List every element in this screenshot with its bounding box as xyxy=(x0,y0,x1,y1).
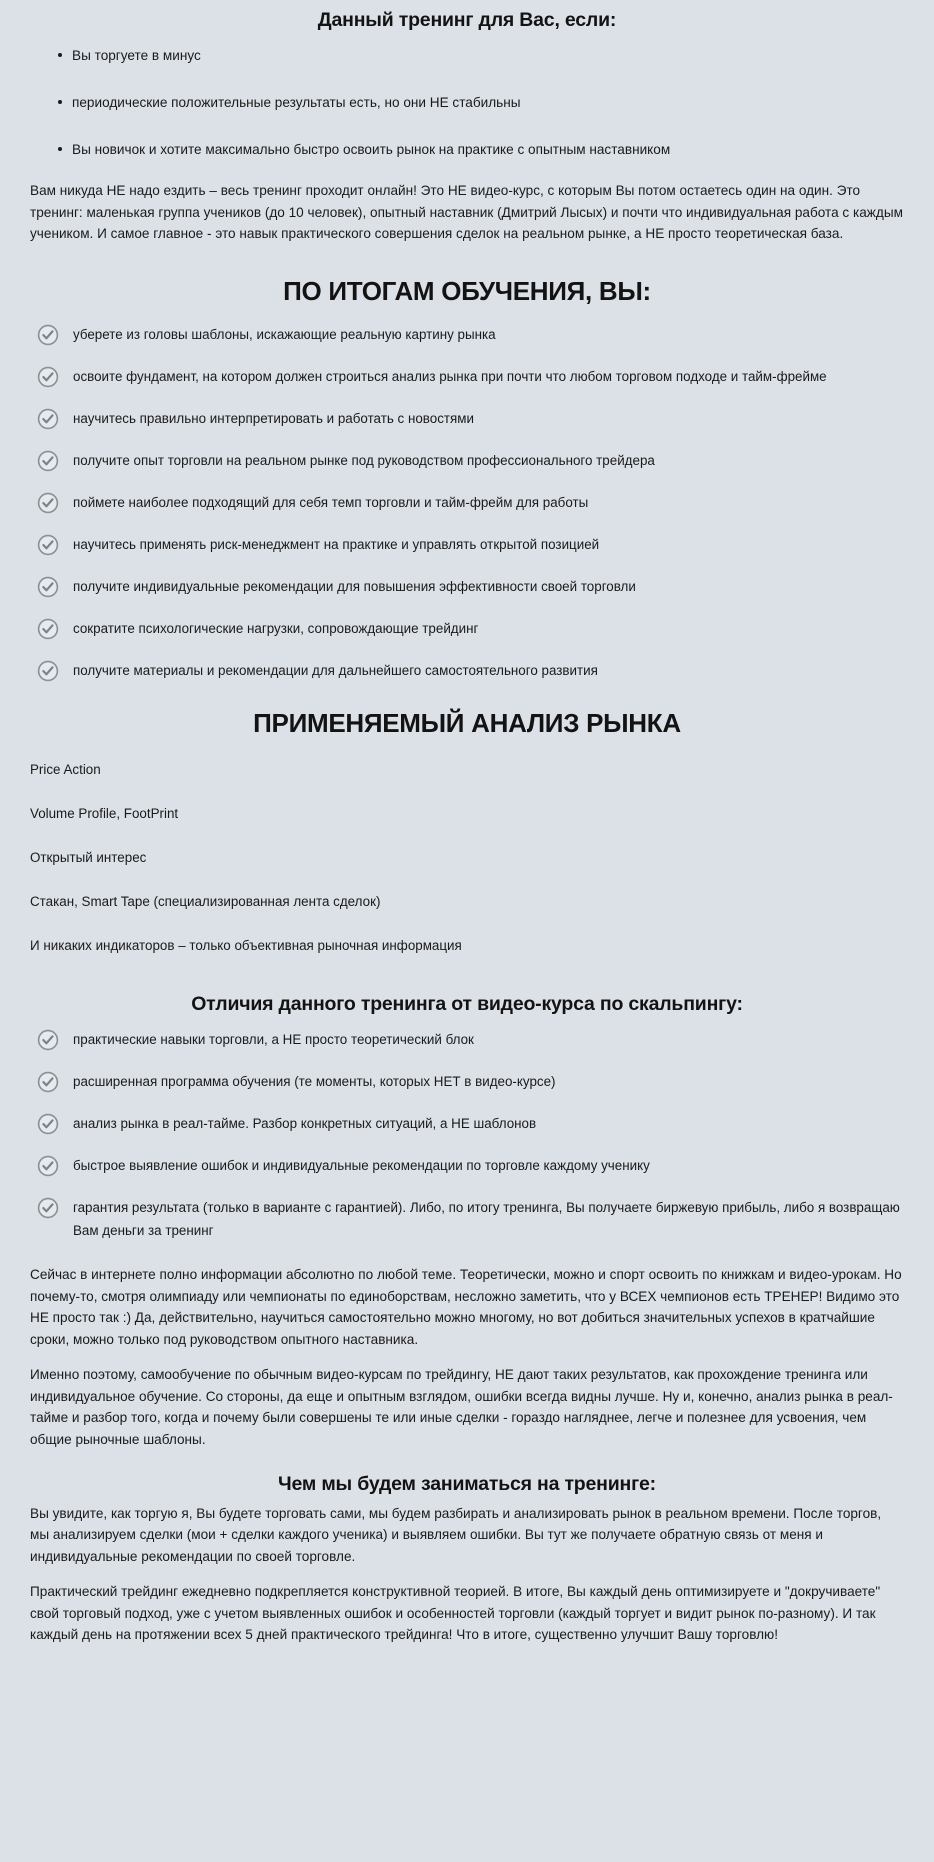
list-item xyxy=(30,93,904,113)
list-item-label: анализ рынка в реал-тайме. Разбор конкретных ситуаций, а НЕ шаблонов xyxy=(73,1116,537,1132)
list-item-label: сократите психологические нагрузки, сопровождающие трейдинг xyxy=(73,621,479,637)
intro-paragraph: Вам никуда НЕ надо ездить – весь тренинг проходит онлайн! Это НЕ видео-курс, с которым Вы потом остаетесь один на один. Это тренинг: маленькая группа учеников (до 10 человек), опытный наставник (Дмитрий Лысых) и почти что индивидуальная работа с каждым учеником. И самое главное - это навык практического совершения сделок на реальном рынке, а НЕ просто теоретическая база. xyxy=(30,183,903,242)
list-item: Открытый интерес xyxy=(30,849,147,865)
check-circle-icon xyxy=(37,408,59,430)
check-circle-icon xyxy=(37,1155,59,1177)
check-circle-icon xyxy=(37,366,59,388)
results-heading: ПО ИТОГАМ ОБУЧЕНИЯ, ВЫ: xyxy=(283,275,651,306)
list-item-label: уберете из головы шаблоны, искажающие реальную картину рынка xyxy=(73,327,496,343)
list-item: Volume Profile, FootPrint xyxy=(30,805,179,821)
check-circle-icon xyxy=(37,324,59,346)
list-item xyxy=(30,1112,904,1136)
list-item-label: научитесь правильно интерпретировать и работать с новостями xyxy=(73,411,474,427)
check-circle-icon xyxy=(37,492,59,514)
list-item xyxy=(30,659,904,683)
list-item xyxy=(30,323,904,347)
list-item xyxy=(30,365,904,389)
differences-check-list xyxy=(30,1028,904,1242)
list-item xyxy=(30,1028,904,1052)
list-item-label: поймете наиболее подходящий для себя темп торговли и тайм-фрейм для работы xyxy=(73,495,589,511)
bullet-dot-icon xyxy=(58,147,62,151)
list-item xyxy=(30,1196,904,1242)
check-circle-icon xyxy=(37,618,59,640)
check-circle-icon xyxy=(37,1113,59,1135)
check-circle-icon xyxy=(37,1197,59,1219)
list-item xyxy=(30,407,904,431)
bullet-dot-icon xyxy=(58,53,62,57)
list-item-label: периодические положительные результаты есть, но они НЕ стабильны xyxy=(72,95,521,111)
list-item xyxy=(30,575,904,599)
list-item: Price Action xyxy=(30,761,101,777)
analysis-list xyxy=(30,760,904,956)
results-check-list xyxy=(30,323,904,683)
check-circle-icon xyxy=(37,534,59,556)
list-item-label: Вы торгуете в минус xyxy=(72,48,201,64)
list-item xyxy=(30,46,904,66)
list-item: И никаких индикаторов – только объективная рыночная информация xyxy=(30,937,462,953)
list-item xyxy=(30,533,904,557)
mentor-paragraph-1: Сейчас в интернете полно информации абсолютно по любой теме. Теоретически, можно и спорт освоить по книжкам и видео-урокам. Но почему-то, смотря олимпиаду или чемпионаты по единоборствам, несложно заметить, что у ВСЕХ чемпионов есть ТРЕНЕР! Видимо это НЕ просто так :) Да, действительно, научиться самостоятельно можно многому, но вот добиться значительных успехов в кратчайшие сроки, можно только под руководством опытного наставника. xyxy=(30,1267,902,1347)
list-item-label: получите материалы и рекомендации для дальнейшего самостоятельного развития xyxy=(73,663,598,679)
list-item-label: быстрое выявление ошибок и индивидуальные рекомендации по торговле каждому ученику xyxy=(73,1158,650,1174)
intro-heading: Данный тренинг для Вас, если: xyxy=(317,9,617,31)
list-item-label: расширенная программа обучения (те моменты, которых НЕТ в видео-курсе) xyxy=(73,1074,556,1090)
list-item xyxy=(30,1154,904,1178)
list-item xyxy=(30,140,904,160)
activities-heading: Чем мы будем заниматься на тренинге: xyxy=(278,1473,656,1496)
list-item-label: получите индивидуальные рекомендации для повышения эффективности своей торговли xyxy=(73,579,636,595)
check-circle-icon xyxy=(37,1029,59,1051)
check-circle-icon xyxy=(37,450,59,472)
list-item: Стакан, Smart Tape (специализированная лента сделок) xyxy=(30,893,381,909)
list-item-label: научитесь применять риск-менеджмент на практике и управлять открытой позицией xyxy=(73,537,600,553)
analysis-heading: ПРИМЕНЯЕМЫЙ АНАЛИЗ РЫНКА xyxy=(253,708,681,739)
mentor-paragraph-2: Именно поэтому, самообучение по обычным видео-курсам по трейдингу, НЕ дают таких результатов, как прохождение тренинга или индивидуальное обучение. Со стороны, да еще и опытным взглядом, ошибки всегда видны лучше. Ну и, конечно, анализ рынка в реал-тайме и разбор того, когда и почему были совершены те или иные сделки - гораздо нагляднее, легче и полезнее для усвоения, чем общие рыночные шаблоны. xyxy=(30,1367,893,1447)
list-item xyxy=(30,617,904,641)
activities-paragraph-1: Вы увидите, как торгую я, Вы будете торговать сами, мы будем разбирать и анализировать рынок в реальном времени. После торгов, мы анализируем сделки (мои + сделки каждого ученика) и выявляем ошибки. Вы тут же получаете обратную связь от меня и индивидуальные рекомендации по своей торговле. xyxy=(30,1505,882,1564)
spacer xyxy=(30,1250,904,1264)
check-circle-icon xyxy=(37,576,59,598)
check-circle-icon xyxy=(37,660,59,682)
list-item xyxy=(30,449,904,473)
list-item-label: практические навыки торговли, а НЕ просто теоретический блок xyxy=(73,1032,474,1048)
check-circle-icon xyxy=(37,1071,59,1093)
differences-heading: Отличия данного тренинга от видео-курса по скальпингу: xyxy=(191,992,743,1015)
bullet-dot-icon xyxy=(58,100,62,104)
activities-paragraph-2: Практический трейдинг ежедневно подкрепляется конструктивной теорией. В итоге, Вы каждый день оптимизируете и "докручиваете" свой торговый подход, уже с учетом выявленных ошибок и особенностей торговли (каждый торгует и видит рынок по-разному). И так каждый день на протяжении всех 5 дней практического трейдинга! Что в итоге, существенно улучшит Вашу торговлю! xyxy=(30,1584,881,1643)
list-item xyxy=(30,491,904,515)
intro-bullet-list xyxy=(30,46,904,160)
list-item xyxy=(30,1070,904,1094)
list-item-label: освоите фундамент, на котором должен строиться анализ рынка при почти что любом торговом подходе и тайм-фрейме xyxy=(73,369,827,385)
list-item-label: получите опыт торговли на реальном рынке под руководством профессионального трейдера xyxy=(73,453,655,469)
list-item-label: гарантия результата (только в варианте с гарантией). Либо, по итогу тренинга, Вы получаете биржевую прибыль, либо я возвращаю Вам деньги за тренинг xyxy=(73,1200,900,1239)
list-item-label: Вы новичок и хотите максимально быстро освоить рынок на практике с опытным наставником xyxy=(72,142,671,158)
